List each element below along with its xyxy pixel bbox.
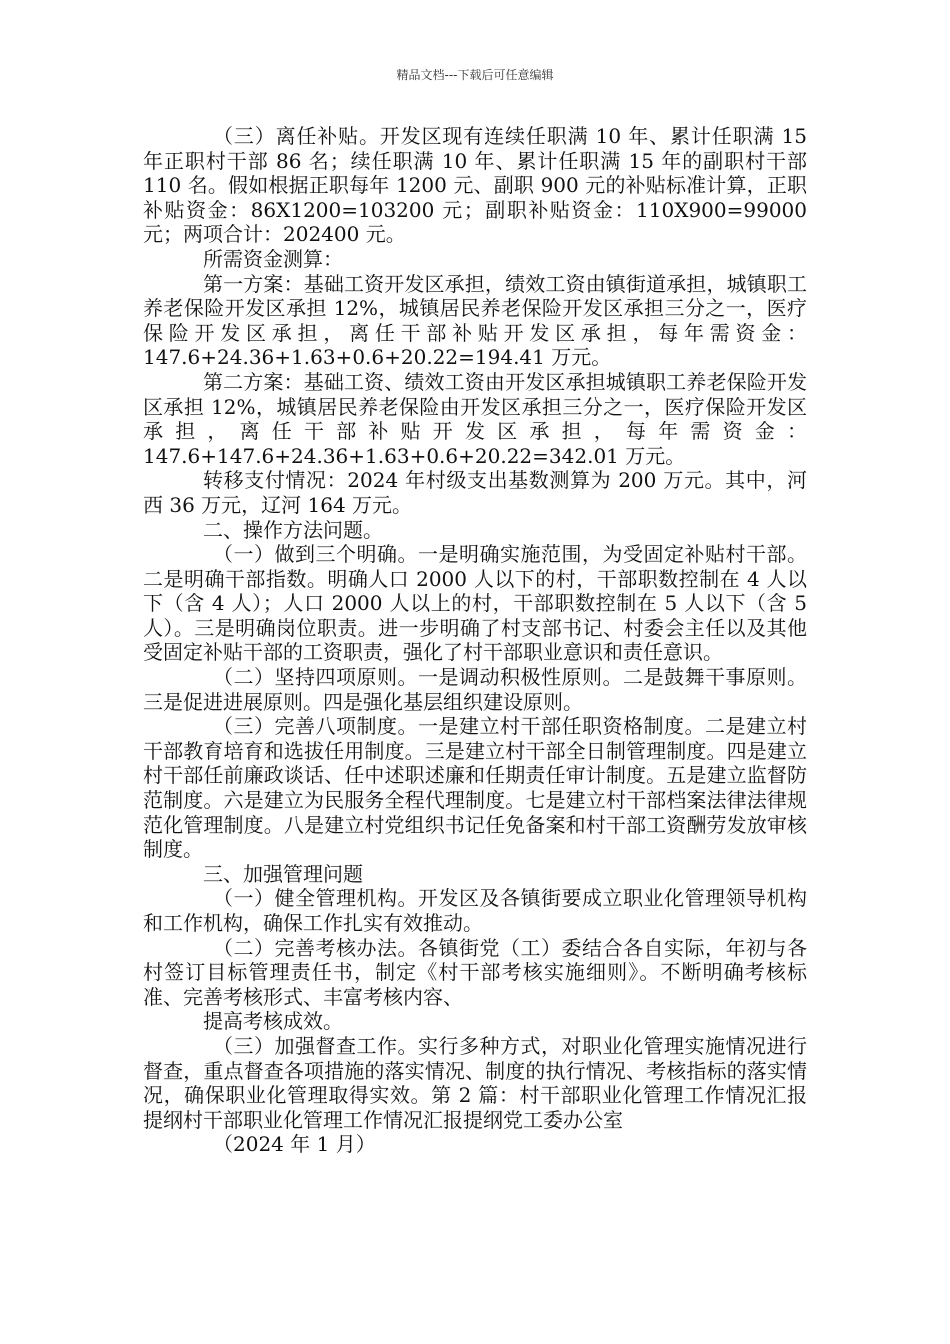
document-body [143,124,807,1157]
paragraph-management-organization: （一）健全管理机构。开发区及各镇街要成立职业化管理领导机构和工作机构，确保工作扎实有效推动。 [143,886,807,935]
paragraph-plan-one: 第一方案：基础工资开发区承担，绩效工资由镇街道承担，城镇职工养老保险开发区承担 12%，城镇居民养老保险开发区承担三分之一，医疗保险开发区承担，离任干部补贴开发区承担，每年需资金：147.6+24.36+1.63+0.6+20.22=194.41 万元。 [143,271,807,370]
paragraph-assessment-results: 提高考核成效。 [203,1009,343,1034]
paragraph-three-clarities: （一）做到三个明确。一是明确实施范围，为受固定补贴村干部。二是明确干部指数。明确人口 2000 人以下的村，干部职数控制在 4 人以下（含 4 人）；人口 2000 人以上的村，干部职数控制在 5 人以下（含 5 人）。三是明确岗位职责。进一步明确了村支部书记、村委会主任以及其他受固定补贴干部的工资职责，强化了村干部职业意识和责任意识。 [143,542,807,665]
paragraph-supervision: （三）加强督查工作。实行多种方式，对职业化管理实施情况进行督查，重点督查各项措施的落实情况、制度的执行情况、考核指标的落实情况，确保职业化管理取得实效。第 2 篇：村干部职业化管理工作情况汇报提纲村干部职业化管理工作情况汇报提纲党工委办公室 [143,1033,807,1132]
paragraph-retirement-subsidy: （三）离任补贴。开发区现有连续任职满 10 年、累计任职满 15 年正职村干部 86 名；续任职满 10 年、累计任职满 15 年的副职村干部 110 名。假如根据正职每年 1200 元、副职 900 元的补贴标准计算，正职补贴资金：86X1200=103200 元；副职补贴资金：110X900=99000 元；两项合计：202400 元。 [143,124,807,247]
paragraph-assessment-methods: （二）完善考核办法。各镇街党（工）委结合各自实际，年初与各村签订目标管理责任书，制定《村干部考核实施细则》。不断明确考核标准、完善考核形式、丰富考核内容、 [143,935,807,1009]
section-heading-management: 三、加强管理问题 [203,861,363,886]
paragraph-eight-systems: （三）完善八项制度。一是建立村干部任职资格制度。二是建立村干部教育培育和选拔任用制度。三是建立村干部全日制管理制度。四是建立村干部任前廉政谈话、任中述职述廉和任期责任审计制度。五是建立监督防范制度。六是建立为民服务全程代理制度。七是建立村干部档案法律法律规范化管理制度。八是建立村党组织书记任免备案和村干部工资酬劳发放审核制度。 [143,714,807,862]
paragraph-plan-two: 第二方案：基础工资、绩效工资由开发区承担城镇职工养老保险开发区承担 12%，城镇居民养老保险由开发区承担三分之一，医疗保险开发区承担，离任干部补贴开发区承担，每年需资金：147.6+147.6+24.36+1.63+0.6+20.22=342.01 万元。 [143,369,807,468]
paragraph-funding-estimate-heading: 所需资金测算： [203,246,343,271]
paragraph-date: （2024 年 1 月） [213,1132,376,1157]
paragraph-transfer-payment: 转移支付情况：2024 年村级支出基数测算为 200 万元。其中，河西 36 万元，辽河 164 万元。 [143,468,807,517]
section-heading-operation: 二、操作方法问题。 [203,517,383,542]
paragraph-four-principles: （二）坚持四项原则。一是调动积极性原则。二是鼓舞干事原则。三是促进进展原则。四是强化基层组织建设原则。 [143,665,807,714]
page-header: 精品文档---下载后可任意编辑 [396,68,554,82]
